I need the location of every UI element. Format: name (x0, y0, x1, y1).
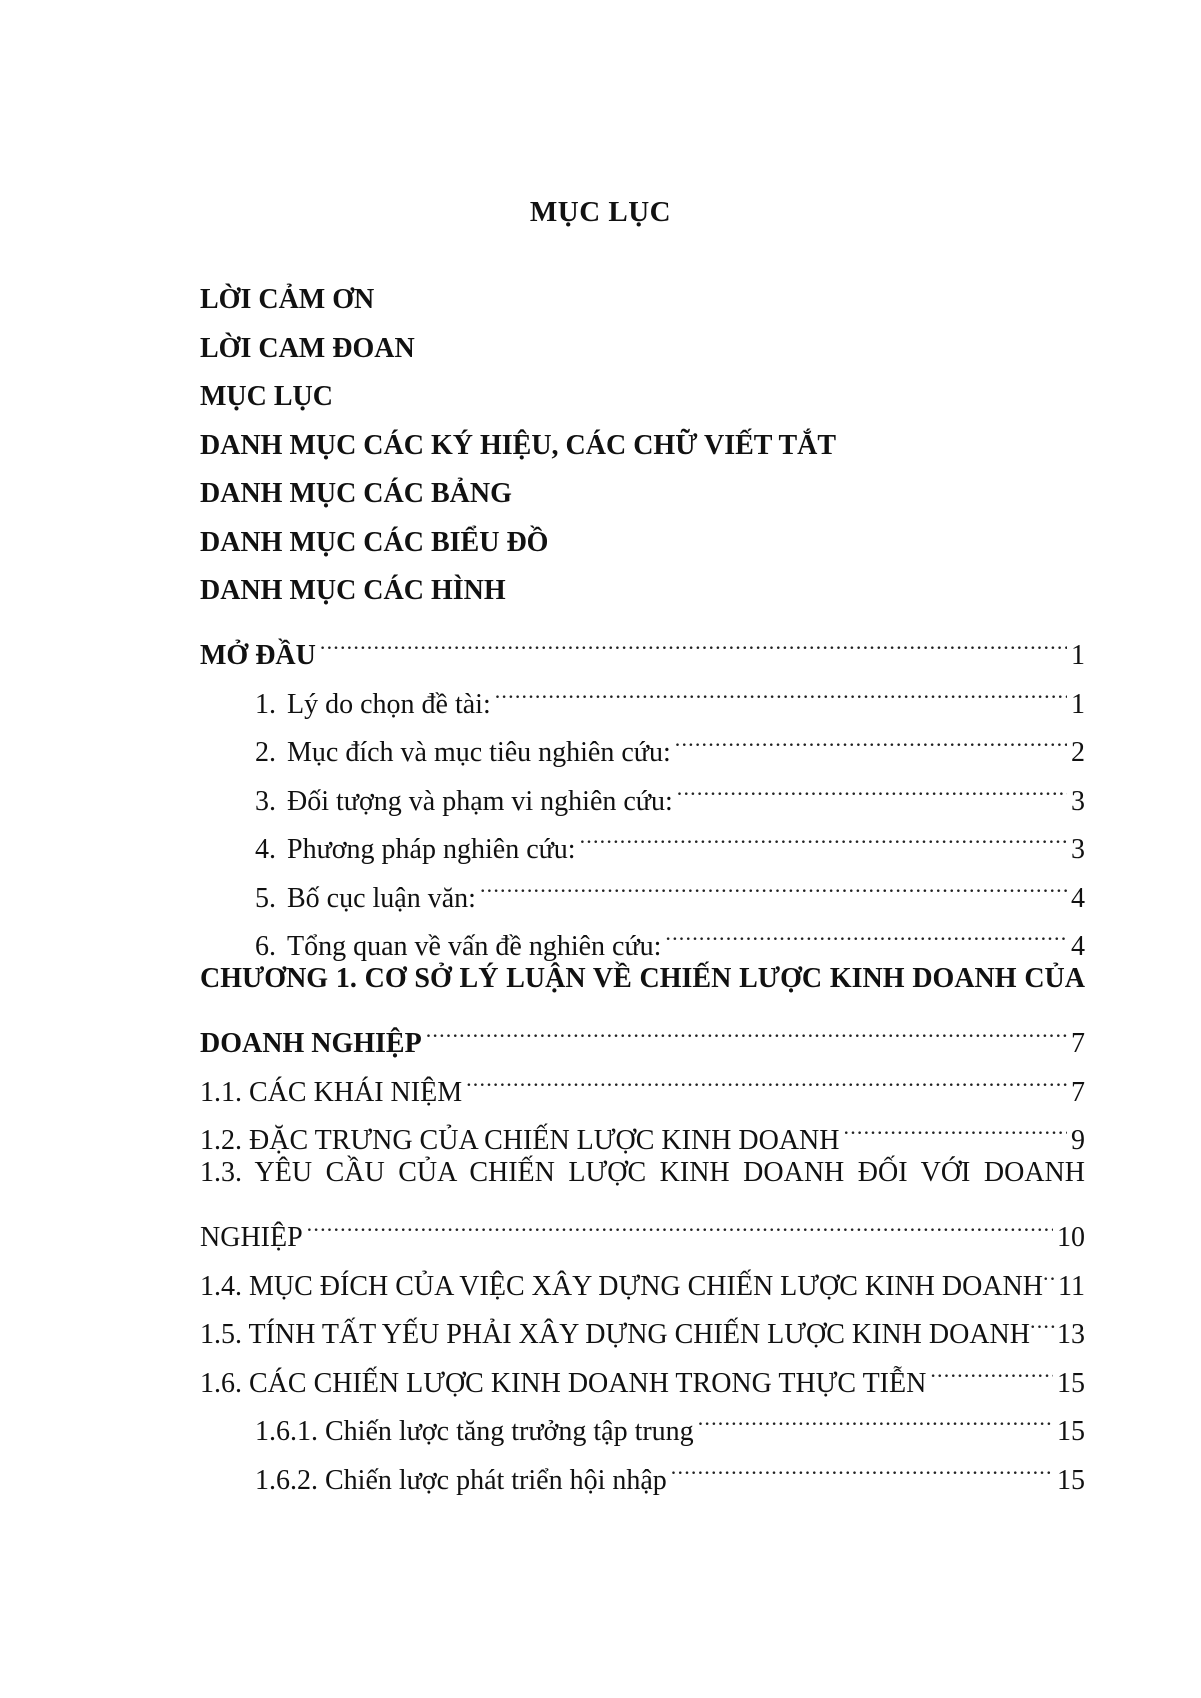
dot-leader (320, 616, 1067, 665)
toc-entry[interactable] (200, 1198, 1085, 1253)
toc-entry-text: DANH MỤC CÁC KÝ HIỆU, CÁC CHỮ VIẾT TẮT (200, 429, 837, 461)
toc-page-number: 4 (1071, 882, 1085, 914)
dot-leader (466, 1052, 1067, 1101)
toc-entry-text: DOANH NGHIỆP (200, 1028, 422, 1059)
toc-entry-number: 3. (255, 785, 276, 817)
toc-entry-text: 1.6. CÁC CHIẾN LƯỢC KINH DOANH TRONG THỰC TIỄN (200, 1367, 927, 1399)
toc-page-number: 4 (1071, 931, 1085, 962)
toc-entry-number: 6. (255, 931, 276, 962)
toc-entry-text: CHƯƠNG 1. CƠ SỞ LÝ LUẬN VỀ CHIẾN LƯỢC KINH DOANH CỦA (200, 963, 1085, 994)
dot-leader (844, 1101, 1068, 1150)
toc-entry-text: NGHIỆP (200, 1222, 303, 1253)
toc-entry-number: 2. (255, 737, 276, 768)
dot-leader (1043, 1246, 1056, 1295)
toc-page-number: 3 (1071, 785, 1085, 817)
toc-page-number: 15 (1057, 1367, 1085, 1399)
dot-leader (307, 1198, 1053, 1247)
toc-page-number: 7 (1071, 1076, 1085, 1108)
toc-entry-number: 5. (255, 882, 276, 914)
toc-page-number: 13 (1057, 1319, 1085, 1350)
dot-leader (698, 1392, 1053, 1441)
toc-entry-text: 1.4. MỤC ĐÍCH CỦA VIỆC XÂY DỰNG CHIẾN LƯỢC KINH DOANH (200, 1270, 1043, 1302)
toc-entry-text: 1.6.1. Chiến lược tăng trưởng tập trung (255, 1416, 694, 1447)
dot-leader (1030, 1295, 1055, 1344)
toc-entry[interactable] (200, 1149, 1085, 1198)
toc-entry[interactable] (200, 616, 1085, 671)
toc-page-number: 1 (1071, 640, 1085, 671)
dot-leader (495, 664, 1067, 713)
toc-page-number: 2 (1071, 737, 1085, 768)
toc-entry[interactable] (200, 276, 1085, 325)
toc-entry[interactable] (200, 1246, 1085, 1302)
toc-entry-text: 1.3. YÊU CẦU CỦA CHIẾN LƯỢC KINH DOANH ĐỐI VỚI DOANH (200, 1157, 1085, 1188)
page-title: MỤC LỤC (529, 196, 672, 228)
toc-entry-text: LỜI CAM ĐOAN (200, 332, 415, 364)
dot-leader (580, 810, 1067, 859)
dot-leader (677, 761, 1067, 810)
toc-entry-number: 1. (255, 688, 276, 720)
toc-page-number: 15 (1057, 1416, 1085, 1447)
toc-page-number: 3 (1071, 834, 1085, 865)
toc-entry-text: Đối tượng và phạm vi nghiên cứu: (287, 785, 673, 817)
dot-leader (671, 1440, 1053, 1489)
toc-entry-text: 1.6.2. Chiến lược phát triển hội nhập (255, 1464, 667, 1496)
toc-entry-text: Tổng quan về vấn đề nghiên cứu: (287, 931, 662, 962)
table-of-contents (200, 276, 1085, 1496)
toc-entry-text: 1.2. ĐẶC TRƯNG CỦA CHIẾN LƯỢC KINH DOANH (200, 1125, 840, 1156)
toc-page-number: 11 (1058, 1270, 1085, 1302)
dot-leader (480, 858, 1067, 907)
toc-entry[interactable] (200, 422, 1085, 471)
toc-entry[interactable] (200, 519, 1085, 568)
toc-entry-text: 1.5. TÍNH TẤT YẾU PHẢI XÂY DỰNG CHIẾN LƯỢC KINH DOANH (200, 1319, 1030, 1350)
toc-entry-number: 4. (255, 834, 276, 865)
toc-entry-text: Mục đích và mục tiêu nghiên cứu: (287, 737, 671, 768)
toc-entry[interactable] (200, 325, 1085, 374)
toc-entry[interactable] (200, 567, 1085, 616)
toc-page-number: 15 (1057, 1464, 1085, 1496)
dot-leader (930, 1343, 1053, 1392)
toc-page-number: 1 (1071, 688, 1085, 720)
toc-page-number: 9 (1071, 1125, 1085, 1156)
toc-entry-text: DANH MỤC CÁC BẢNG (200, 478, 512, 509)
toc-entry[interactable] (200, 664, 1085, 720)
toc-entry-text: Phương pháp nghiên cứu: (287, 834, 576, 865)
toc-entry-text: Lý do chọn đề tài: (287, 688, 491, 720)
toc-entry-text: MỞ ĐẦU (200, 640, 316, 671)
toc-page-number: 10 (1057, 1222, 1085, 1253)
toc-page-number: 7 (1071, 1028, 1085, 1059)
toc-entry-text: LỜI CẢM ƠN (200, 284, 375, 315)
toc-entry-text: MỤC LỤC (200, 381, 333, 412)
dot-leader (665, 907, 1067, 956)
toc-entry-text: 1.1. CÁC KHÁI NIỆM (200, 1076, 463, 1108)
toc-entry-text: DANH MỤC CÁC BIỂU ĐỒ (200, 526, 549, 558)
toc-entry[interactable] (200, 470, 1085, 519)
toc-entry[interactable] (200, 373, 1085, 422)
toc-entry[interactable] (200, 1004, 1085, 1059)
dot-leader (426, 1004, 1067, 1053)
toc-entry[interactable] (200, 955, 1085, 1004)
dot-leader (675, 713, 1067, 762)
toc-entry-text: DANH MỤC CÁC HÌNH (200, 575, 506, 606)
toc-entry-text: Bố cục luận văn: (287, 882, 476, 914)
